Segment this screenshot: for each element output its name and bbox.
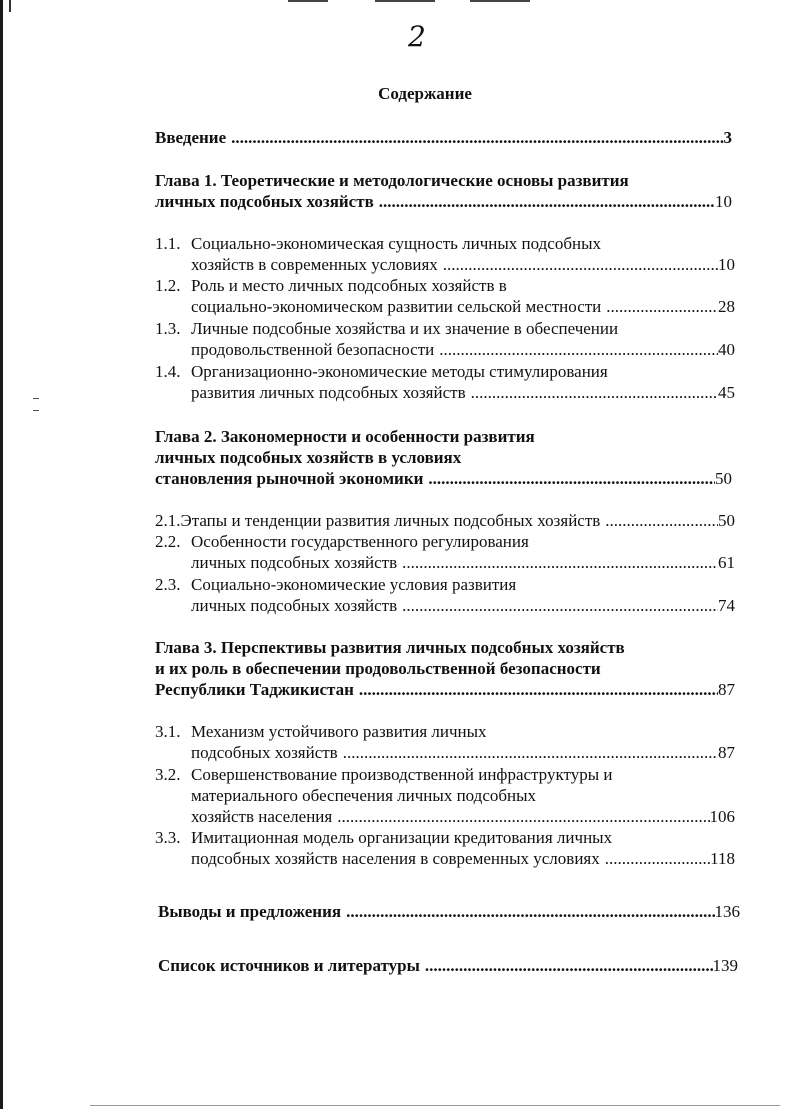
section-number: 1.2. xyxy=(155,276,181,295)
chapter-title-line: Республики Таджикистан xyxy=(155,680,354,699)
page-title: Содержание xyxy=(378,84,472,103)
section-number: 1.1. xyxy=(155,234,181,253)
chapter-title-line: становления рыночной экономики xyxy=(155,469,424,488)
section-number: 3.1. xyxy=(155,722,181,741)
toc-section-3-1[interactable] xyxy=(155,721,735,763)
conclusions-page: 136 xyxy=(714,902,740,921)
scan-top-line xyxy=(470,0,530,2)
bibliography-page: 139 xyxy=(712,956,738,975)
section-number: 1.4. xyxy=(155,362,181,381)
chapter-page: 10 xyxy=(715,192,732,211)
section-title-line: Этапы и тенденции развития личных подсобных хозяйств xyxy=(180,511,601,530)
toc-section-1-4[interactable] xyxy=(155,361,735,403)
section-title-line: хозяйств населения xyxy=(191,807,333,826)
section-title-line: Организационно-экономические методы стимулирования xyxy=(191,362,608,381)
section-title-line: личных подсобных хозяйств xyxy=(191,596,398,615)
section-title-line: развития личных подсобных хозяйств xyxy=(191,383,466,402)
section-number: 1.3. xyxy=(155,319,181,338)
section-page: 28 xyxy=(718,297,735,316)
section-page: 50 xyxy=(718,511,735,530)
toc-section-1-1[interactable] xyxy=(155,233,735,275)
scan-top-line xyxy=(288,0,328,2)
intro-page: 3 xyxy=(723,128,732,147)
scan-bottom-line xyxy=(90,1105,780,1106)
section-title-line: социально-экономическом развитии сельской местности xyxy=(191,297,602,316)
intro-label: Введение xyxy=(155,128,227,147)
section-number: 3.2. xyxy=(155,765,181,784)
section-title-line: хозяйств в современных условиях xyxy=(191,255,438,274)
section-title-line: Механизм устойчивого развития личных xyxy=(191,722,487,741)
chapter-title-line: и их роль в обеспечении продовольственной безопасности xyxy=(155,659,601,678)
chapter-title-line: Глава 3. Перспективы развития личных подсобных хозяйств xyxy=(155,638,625,657)
scan-corner-mark xyxy=(3,0,11,12)
section-title-line: подсобных хозяйств населения в современных условиях xyxy=(191,849,600,868)
section-title-line: материального обеспечения личных подсобных xyxy=(191,786,537,805)
section-page: 61 xyxy=(718,553,735,572)
margin-mark xyxy=(33,398,39,399)
section-title-line: Социально-экономические условия развития xyxy=(191,575,517,594)
chapter-title-line: личных подсобных хозяйств в условиях xyxy=(155,448,462,467)
toc-chapter-1[interactable] xyxy=(155,170,732,212)
toc-intro[interactable] xyxy=(155,127,732,148)
scan-left-border xyxy=(0,0,3,1109)
section-title-line: Личные подсобные хозяйства и их значение в обеспечении xyxy=(191,319,619,338)
toc-conclusions[interactable] xyxy=(158,901,740,922)
chapter-title-line: Глава 2. Закономерности и особенности развития xyxy=(155,427,535,446)
section-title-line: Роль и место личных подсобных хозяйств в xyxy=(191,276,507,295)
section-title-line: подсобных хозяйств xyxy=(191,743,338,762)
toc-section-3-2[interactable] xyxy=(155,764,735,827)
toc-chapter-3[interactable] xyxy=(155,637,735,700)
section-title-line: продовольственной безопасности xyxy=(191,340,435,359)
toc-section-2-2[interactable] xyxy=(155,531,735,573)
bibliography-label: Список источников и литературы xyxy=(158,956,420,975)
conclusions-label: Выводы и предложения xyxy=(158,902,342,921)
section-title-line: личных подсобных хозяйств xyxy=(191,553,398,572)
section-page: 74 xyxy=(718,596,735,615)
section-number: 3.3. xyxy=(155,828,181,847)
section-number: 2.2. xyxy=(155,532,181,551)
section-page: 45 xyxy=(718,383,735,402)
handwritten-page-number: 2 xyxy=(408,20,426,53)
section-page: 106 xyxy=(709,807,735,826)
section-number: 2.3. xyxy=(155,575,181,594)
chapter-title-line: личных подсобных хозяйств xyxy=(155,192,374,211)
toc-section-2-1[interactable] xyxy=(155,510,735,531)
toc-section-3-3[interactable] xyxy=(155,827,735,869)
chapter-page: 87 xyxy=(718,680,735,699)
section-title-line: Имитационная модель организации кредитования личных xyxy=(191,828,613,847)
section-title-line: Социально-экономическая сущность личных подсобных xyxy=(191,234,602,253)
chapter-title-line: Глава 1. Теоретические и методологические основы развития xyxy=(155,171,629,190)
section-title-line: Особенности государственного регулирования xyxy=(191,532,529,551)
section-page: 87 xyxy=(718,743,735,762)
section-page: 40 xyxy=(718,340,735,359)
margin-mark xyxy=(33,410,39,411)
toc-chapter-2[interactable] xyxy=(155,426,732,489)
chapter-page: 50 xyxy=(715,469,732,488)
toc-section-1-2[interactable] xyxy=(155,275,735,317)
section-number: 2.1. xyxy=(155,511,181,530)
section-page: 10 xyxy=(718,255,735,274)
section-title-line: Совершенствование производственной инфраструктуры и xyxy=(191,765,613,784)
scan-top-line xyxy=(375,0,435,2)
section-page: 118 xyxy=(710,849,735,868)
toc-section-1-3[interactable] xyxy=(155,318,735,360)
toc-bibliography[interactable] xyxy=(158,955,738,976)
toc-section-2-3[interactable] xyxy=(155,574,735,616)
